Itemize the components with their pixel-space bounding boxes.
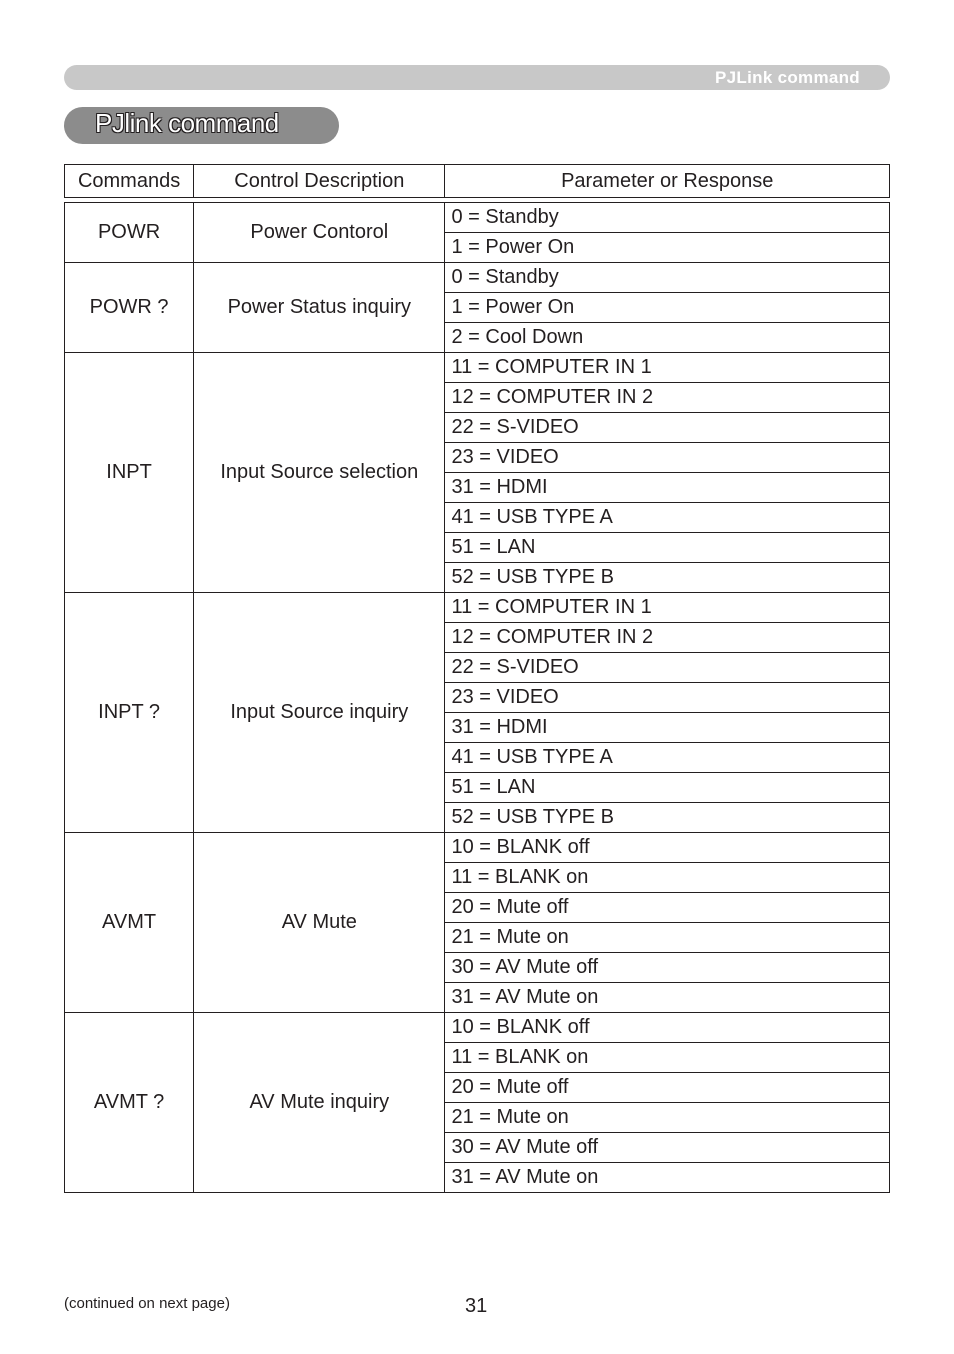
table-row: [65, 833, 890, 863]
parameter-cell: 10 = BLANK off: [445, 1013, 890, 1043]
parameter-cell: 31 = AV Mute on: [445, 1163, 890, 1193]
parameter-cell: 51 = LAN: [445, 773, 890, 803]
parameter-cell: 11 = COMPUTER IN 1: [445, 593, 890, 623]
parameter-cell: 11 = BLANK on: [445, 1043, 890, 1073]
pjlink-command-table: [64, 202, 890, 1193]
parameter-cell: 11 = BLANK on: [445, 863, 890, 893]
table-row: [65, 263, 890, 293]
page-number: 31: [465, 1295, 488, 1317]
continued-note: (continued on next page): [64, 1295, 230, 1312]
description-cell: Input Source selection: [194, 353, 445, 593]
parameter-cell: 51 = LAN: [445, 533, 890, 563]
section-header-title: PJLink command: [715, 68, 860, 87]
pjlink-command-table-body: [65, 203, 890, 1193]
column-header-commands: Commands: [65, 165, 194, 198]
table-header: [64, 164, 890, 198]
parameter-cell: 21 = Mute on: [445, 1103, 890, 1133]
parameter-cell: 20 = Mute off: [445, 893, 890, 923]
parameter-cell: 52 = USB TYPE B: [445, 803, 890, 833]
parameter-cell: 22 = S-VIDEO: [445, 413, 890, 443]
parameter-cell: 31 = AV Mute on: [445, 983, 890, 1013]
parameter-cell: 23 = VIDEO: [445, 683, 890, 713]
description-cell: AV Mute inquiry: [194, 1013, 445, 1193]
parameter-cell: 22 = S-VIDEO: [445, 653, 890, 683]
page-title-pill: [64, 107, 339, 144]
table-row: [65, 1013, 890, 1043]
parameter-cell: 1 = Power On: [445, 293, 890, 323]
parameter-cell: 1 = Power On: [445, 233, 890, 263]
command-cell: INPT: [65, 353, 194, 593]
page-title: PJlink command: [95, 108, 279, 138]
parameter-cell: 30 = AV Mute off: [445, 953, 890, 983]
description-cell: Input Source inquiry: [194, 593, 445, 833]
table-row: [65, 353, 890, 383]
column-header-control-description: Control Description: [194, 165, 445, 198]
command-cell: AVMT ?: [65, 1013, 194, 1193]
command-cell: AVMT: [65, 833, 194, 1013]
command-cell: INPT ?: [65, 593, 194, 833]
parameter-cell: 41 = USB TYPE A: [445, 503, 890, 533]
parameter-cell: 30 = AV Mute off: [445, 1133, 890, 1163]
command-cell: POWR: [65, 203, 194, 263]
table-header-row: [65, 165, 890, 198]
description-cell: Power Status inquiry: [194, 263, 445, 353]
parameter-cell: 11 = COMPUTER IN 1: [445, 353, 890, 383]
parameter-cell: 41 = USB TYPE A: [445, 743, 890, 773]
description-cell: Power Contorol: [194, 203, 445, 263]
description-cell: AV Mute: [194, 833, 445, 1013]
section-header-bar: [64, 65, 890, 90]
parameter-cell: 12 = COMPUTER IN 2: [445, 383, 890, 413]
parameter-cell: 12 = COMPUTER IN 2: [445, 623, 890, 653]
parameter-cell: 31 = HDMI: [445, 473, 890, 503]
parameter-cell: 23 = VIDEO: [445, 443, 890, 473]
table-row: [65, 203, 890, 233]
parameter-cell: 31 = HDMI: [445, 713, 890, 743]
parameter-cell: 2 = Cool Down: [445, 323, 890, 353]
parameter-cell: 52 = USB TYPE B: [445, 563, 890, 593]
table-row: [65, 593, 890, 623]
parameter-cell: 0 = Standby: [445, 203, 890, 233]
command-cell: POWR ?: [65, 263, 194, 353]
parameter-cell: 21 = Mute on: [445, 923, 890, 953]
column-header-parameter-or-response: Parameter or Response: [445, 165, 890, 198]
parameter-cell: 10 = BLANK off: [445, 833, 890, 863]
parameter-cell: 20 = Mute off: [445, 1073, 890, 1103]
parameter-cell: 0 = Standby: [445, 263, 890, 293]
